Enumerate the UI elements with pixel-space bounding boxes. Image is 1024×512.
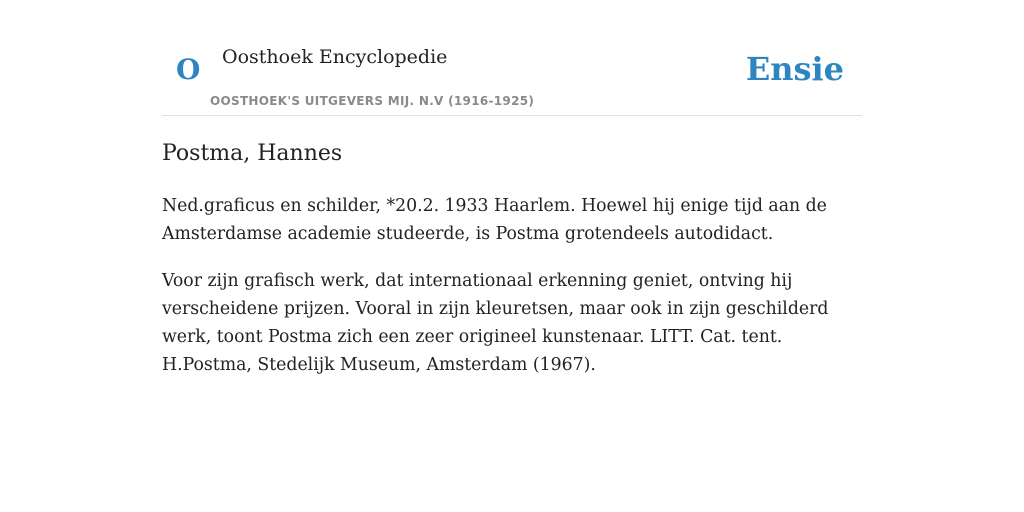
source-header (162, 28, 862, 116)
article-paragraph: Voor zijn grafisch werk, dat internationaal erkenning geniet, ontving hij verscheidene prijzen. Vooral in zijn kleuretsen, maar ook in zijn geschilderd werk, toont Postma zich een zeer origineel kunstenaar. LITT. Cat. tent. H.Postma, Stedelijk Museum, Amsterdam (1967). (162, 271, 829, 375)
article-title: Postma, Hannes (162, 141, 343, 166)
article (162, 136, 862, 379)
source-publisher: OOSTHOEK'S UITGEVERS MIJ. N.V (1916-1925) (210, 94, 535, 108)
source-title-link[interactable]: Oosthoek Encyclopedie (222, 46, 448, 68)
article-paragraph: Ned.graficus en schilder, *20.2. 1933 Haarlem. Hoewel hij enige tijd aan de Amsterdamse academie studeerde, is Postma grotendeels autodidact. (162, 196, 827, 244)
source-logo-icon[interactable]: O (176, 53, 201, 86)
ensie-brand-link[interactable]: Ensie (745, 50, 844, 88)
